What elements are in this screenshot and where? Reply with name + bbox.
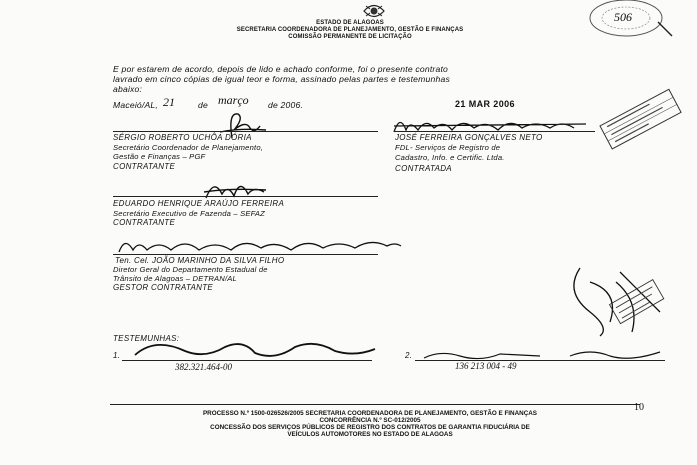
body-line-1: E por estarem de acordo, depois de lido e achado conforme, foi o presente contrato <box>113 64 449 74</box>
signature-line-2 <box>395 131 595 132</box>
signature-eduardo <box>200 174 270 202</box>
witness-1-line <box>122 360 372 361</box>
signatory-1-title-1: Secretário Coordenador de Planejamento, <box>113 143 264 152</box>
witness-2-line <box>415 360 665 361</box>
signatory-4-role: GESTOR CONTRATANTE <box>113 283 214 292</box>
footer-page-number: 10 <box>634 402 644 413</box>
witness-2-id: 136 213 004 - 49 <box>455 361 517 371</box>
signatory-2-title-2: Cadastro, Info. e Certific. Ltda. <box>395 153 505 162</box>
signatory-1-name: SÉRGIO ROBERTO UCHÔA DÓRIA <box>113 133 252 142</box>
place-date-day: 21 <box>163 95 175 109</box>
signatory-3-title-1: Secretário Executivo de Fazenda – SEFAZ <box>113 209 266 218</box>
footer-rule <box>110 404 640 405</box>
witnesses-title: TESTEMUNHAS: <box>113 334 180 343</box>
signature-line-1 <box>113 131 378 132</box>
place-date-de: de <box>198 100 208 110</box>
header-secretaria: SECRETARIA COORDENADORA DE PLANEJAMENTO, GESTÃO E FINANÇAS <box>236 27 464 33</box>
body-line-3: abaixo: <box>113 84 143 94</box>
header-comissao: COMISSÃO PERMANENTE DE LICITAÇÃO <box>288 34 412 40</box>
footer-line-3: CONCESSÃO DOS SERVIÇOS PÚBLICOS DE REGISTRO DOS CONTRATOS DE GARANTIA FIDUCIÁRIA DE <box>210 424 530 431</box>
signature-line-4 <box>113 254 378 255</box>
footer-line-4: VEÍCULOS AUTOMOTORES NO ESTADO DE ALAGOAS <box>287 431 453 438</box>
signatory-2-name: JOSÉ FERREIRA GONÇALVES NETO <box>395 133 543 142</box>
coat-of-arms-icon <box>362 2 386 20</box>
signatory-4-name: Ten. Cel. JOÃO MARINHO DA SILVA FILHO <box>115 256 285 265</box>
signatory-4-title-2: Trânsito de Alagoas – DETRAN/AL <box>113 274 237 283</box>
place-date-month: março <box>218 93 249 107</box>
signatory-2-role: CONTRATADA <box>395 164 452 173</box>
witness-1-id: 382.321.464-00 <box>175 362 232 372</box>
signatory-2-title-1: FDL- Serviços de Registro de <box>395 143 501 152</box>
signatory-3-name: EDUARDO HENRIQUE ARAÚJO FERREIRA <box>113 199 285 208</box>
signatory-4-title-1: Diretor Geral do Departamento Estadual de <box>113 265 268 274</box>
body-line-2: lavrado em cinco cópias de igual teor e forma, assinado pelas partes e testemunhas <box>113 74 450 84</box>
witness-1-label: 1. <box>113 351 121 360</box>
signature-line-3 <box>113 196 378 197</box>
signatory-3-role: CONTRATANTE <box>113 218 176 227</box>
place-date-year: de 2006. <box>268 100 304 110</box>
date-stamp: 21 MAR 2006 <box>455 99 515 109</box>
witness-2-label: 2. <box>405 351 413 360</box>
rubric-mark <box>560 262 670 342</box>
page-stamp-number: 506 <box>614 10 632 24</box>
place-date-prefix: Maceió/AL, <box>113 100 158 110</box>
footer-line-2: CONCORRÊNCIA N.º SC-012/2005 <box>319 417 421 424</box>
signatory-1-title-2: Gestão e Finanças – PGF <box>113 152 206 161</box>
signatory-1-role: CONTRATANTE <box>113 162 176 171</box>
footer-line-1: PROCESSO N.º 1500-026526/2005 SECRETARIA COORDENADORA DE PLANEJAMENTO, GESTÃO E FINANÇAS <box>202 410 537 417</box>
received-stamp-icon <box>596 96 686 144</box>
header-state: ESTADO DE ALAGOAS <box>316 20 384 26</box>
